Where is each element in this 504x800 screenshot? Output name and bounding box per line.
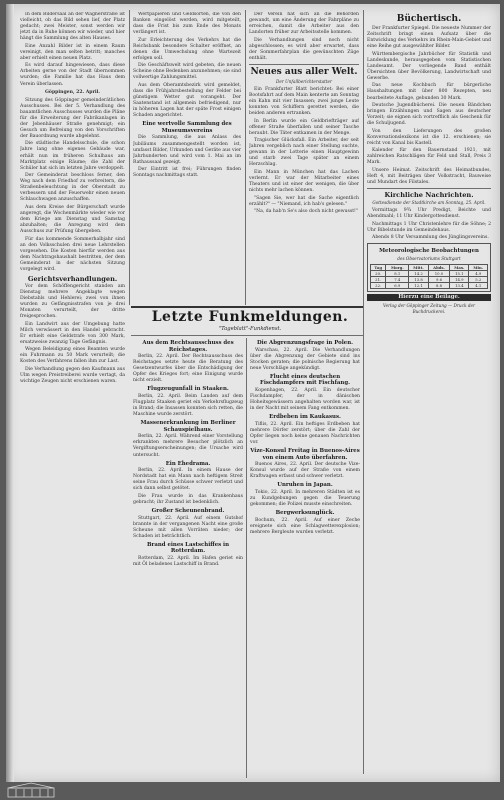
news-item: Berlin, 22. April. Beim Landen auf dem Flugplatz Staaken geriet ein Verkehrsflugzeug in Brand; die Insassen konnten sich retten, die Maschine wurde zerstört. xyxy=(133,394,243,418)
book-review: Unsere Heimat. Zeitschrift des Heimatbundes, Heft 4, mit Beiträgen über Volkstracht, Bauweise und Mundart des Filstales. xyxy=(367,168,491,186)
news-heading: Vize-Konsul Freitag in Buenos-Aires von einem Auto überfahren. xyxy=(250,447,360,461)
book-review: Von den Lieferungen des großen Konversationslexikons ist die 12. erschienen; sie reicht von Kanal bis Kastell. xyxy=(367,128,491,146)
weather-box xyxy=(367,243,491,292)
column-rule xyxy=(245,10,246,305)
news-heading: Ein Ehedrama. xyxy=(165,460,211,467)
church-notice: Abends 8 Uhr Versammlung des Jünglingsvereins. xyxy=(372,235,489,241)
weather-cell: 13.8 xyxy=(409,277,429,283)
weather-subheading: des Observatoriums Stuttgart xyxy=(397,256,461,262)
news-item: "Sagen Sie, wer hat die Sache eigentlich erzählt?" — "Niemand, ich hab's gelesen." xyxy=(249,195,359,207)
column-3 xyxy=(249,12,359,304)
church-notice: Vormittags 9¾ Uhr Predigt, Beichte und Abendmahl; 11 Uhr Kindergottesdienst. xyxy=(367,208,491,220)
column-rule xyxy=(246,338,247,778)
church-subheading: Gottesdienste der Stadtkirche am Sonntag, 25. April. xyxy=(372,200,486,206)
latest-news-right xyxy=(250,338,360,778)
weather-cell: 5.2 xyxy=(469,277,488,283)
section-divider xyxy=(131,335,363,336)
weather-cell: 6.9 xyxy=(386,283,409,289)
weather-cell: 8.8 xyxy=(428,283,449,289)
latest-news-left xyxy=(133,338,243,778)
paragraph: Der Gemeinderat beschloss ferner, den Weg nach dem Friedhof zu verbreitern, die Straßenbeleuchtung in der Oberstadt zu verbessern und der Feuerwehr einen neuen Schlauchwagen anzuschaffen. xyxy=(20,173,125,203)
news-heading: Aus dem Rechtsausschuss des Reichstages. xyxy=(142,340,234,353)
books-heading: Büchertisch. xyxy=(396,14,462,24)
court-report: Vor dem Schöffengericht standen am Dienstag mehrere Angeklagte wegen Diebstahls und Hehlerei; zwei von ihnen wurden zu Gefängnisstrafen von je drei Monaten verurteilt, der dritte freigesprochen. xyxy=(20,283,125,320)
weather-table xyxy=(370,264,488,289)
court-heading: Gerichtsverhandlungen. xyxy=(27,274,118,283)
weather-cell: 4.1 xyxy=(469,283,488,289)
divider xyxy=(249,64,359,65)
book-review: Das neue Kochbuch für bürgerliche Haushaltungen mit über 800 Rezepten, neu bearbeitete Auflage, gebunden 30 Mark. xyxy=(367,83,491,101)
news-item: Berlin, 22. April. In einem Hause der Nordstadt hat ein Mann nach heftigem Streit seine Frau durch Schüsse schwer verletzt und sich dann selbst getötet. xyxy=(133,468,243,492)
weather-heading: Meteorologische Beobachtungen xyxy=(379,248,479,255)
book-review: Deutsche Jugendbücherei. Die neuen Bändchen bringen Erzählungen und Sagen aus deutscher Vorzeit; sie eignen sich vortrefflich als Geschenk für die Schuljugend. xyxy=(367,103,491,127)
paragraph: Wertpapieren und Geldsorten, die von den Banken eingelöst werden, wird mitgeteilt, dass die Frist bis zum Ende des Monats verlängert ist. xyxy=(133,12,241,36)
news-heading: Brand eines Lastschiffes in Rotterdam. xyxy=(146,541,230,555)
news-item: "Na, da hab'n Se's also doch nicht gewusst!" xyxy=(254,209,359,215)
newspaper-page xyxy=(6,4,500,782)
library-logo-icon xyxy=(6,782,56,798)
news-item: Tragischer Glücksfall. Ein Arbeiter, der seit Jahren vergeblich nach einer Stellung suchte, gewann in der Lotterie einen Hauptgewinn und starb zwei Tage später an einem Herzschlag. xyxy=(249,138,359,168)
news-heading: Unruhen in Japan. xyxy=(277,482,333,489)
binding-gutter xyxy=(6,4,14,782)
scan-footer xyxy=(0,782,504,800)
paragraph: Die Geschäftswelt wird gebeten, die neuen Scheine ohne Bedenken anzunehmen; sie sind vollwertige Zahlungsmittel. xyxy=(133,63,241,81)
court-report: Die Verhandlung gegen den Kaufmann aus Ulm wegen Preistreiberei wurde vertagt, da wichtige Zeugen nicht erschienen waren. xyxy=(20,367,125,385)
weather-col-header: Min. xyxy=(469,265,488,271)
news-heading: Flucht eines deutschen Fischdampfers mit Fischfang. xyxy=(260,373,350,387)
news-item: Berlin, 22. April. Während einer Vorstellung erkrankten mehrere Besucher plötzlich an Vergiftungserscheinungen; die Ursache wird untersucht. xyxy=(133,434,243,458)
weather-cell: 14.9 xyxy=(450,277,469,283)
paragraph: Der Eintritt ist frei; Führungen finden Sonntags nachmittags statt. xyxy=(133,167,241,179)
paragraph: Der Verein hat sich an die Behörden gewandt, um eine Änderung der Fahrpläne zu erreichen, damit die Arbeiter aus den Landorten früher zur Arbeitsstelle kommen. xyxy=(249,12,359,36)
paragraph: Es wird darauf hingewiesen, dass diese Arbeiten gerne von der Stadt übernommen wurden; die Familie hat das Haus dem Verein überlassen. xyxy=(20,63,125,87)
paragraph: Die Verhandlungen sind noch nicht abgeschlossen; es wird aber erwartet, dass der Sommerfahrplan die gewünschten Züge enthält. xyxy=(249,37,359,61)
weather-col-header: Morg. xyxy=(386,265,409,271)
latest-news-subheading: "Tageblatt"-Funkdienst. xyxy=(218,326,282,332)
news-item: In Berlin wurde ein Geldbriefträger auf offener Straße überfallen und seiner Tasche beraubt. Die Täter entkamen in der Menge. xyxy=(249,118,359,136)
paragraph: Die städtische Handelsschule, die schon Jahre lang ohne eigenes Gebäude war, erhält nun im früheren Schulhaus am Marktplatz einige Räume; die Zahl der Schüler hat sich im letzten Jahre verdoppelt. xyxy=(20,141,125,171)
news-item: Bochum, 22. April. Auf einer Zeche ereignete sich eine Schlagwetterexplosion; mehrere Bergleute wurden verletzt. xyxy=(250,517,360,535)
news-item: Stuttgart, 22. April. Auf einem Gutshof brannte in der vergangenen Nacht eine große Scheune mit allen Vorräten nieder; der Schaden ist beträchtlich. xyxy=(133,515,243,539)
book-review: Württembergische Jahrbücher für Statistik und Landeskunde, herausgegeben vom Statistischen Landesamt. Der vorliegende Band enthält Übersichten über Bevölkerung, Landwirtschaft und Gewerbe. xyxy=(367,51,491,81)
paragraph: Aus dem Kreise der Bürgerschaft wurde angeregt, die Wochenmärkte wieder wie vor dem Kriege am Dienstag und Samstag abzuhalten; die Anregung wird dem Ausschuss zur Prüfung übergeben. xyxy=(20,204,125,235)
news-item: Ein Mann in München hat das Lachen verlernt. Er war der Mitarbeiter eines Theaters und ist einer der wenigen, die über nichts mehr lachen können. xyxy=(249,170,359,194)
weather-col-header: Tag xyxy=(371,265,386,271)
column-1 xyxy=(20,12,125,776)
news-item: Kopenhagen, 22. April. Ein deutscher Fischdampfer, der in dänischen Hoheitsgewässern angehalten worden war, ist in der Nacht mit seinem Fang entkommen. xyxy=(250,387,360,412)
weather-cell: 15.1 xyxy=(450,271,469,277)
news-item: Die Frau wurde in das Krankenhaus gebracht; ihr Zustand ist bedenklich. xyxy=(133,493,243,505)
paragraph: Zur Erleichterung des Verkehrs hat die Reichsbank besondere Schalter eröffnet, an denen die Umwechslung ohne Wartezeit erfolgen soll. xyxy=(133,37,241,61)
court-report: Ein Landwirt aus der Umgebung hatte Milch verwässert in den Handel gebracht. Er erhielt eine Geldstrafe von 300 Mark, ersatzweise zwanzig Tage Gefängnis. xyxy=(20,321,125,345)
latest-news-heading: Letzte Funkmeldungen. xyxy=(151,309,349,325)
book-review: Kalender für den Bauernstand 1921, mit zahlreichen Ratschlägen für Feld und Stall, Preis 3 Mark. xyxy=(367,148,491,166)
news-item: Tiflis, 22. April. Ein heftiges Erdbeben hat mehrere Dörfer zerstört; über die Zahl der Opfer liegen noch keine genauen Nachrichten vor. xyxy=(250,421,360,445)
weather-cell: 10.0 xyxy=(428,271,449,277)
paragraph: Eine Anzahl Bilder ist in einem Raum vereinigt, den man selten betritt; manches aber erhielt einen neuen Platz. xyxy=(20,43,125,61)
column-4 xyxy=(367,12,491,776)
weather-cell: 22. xyxy=(371,283,386,289)
imprint: Verlag der Göppinger Zeitung — Druck der Buchdruckerei. xyxy=(383,303,475,315)
weather-cell: 12.1 xyxy=(409,283,429,289)
church-notice: Nachmittags 1 Uhr Christenlehre für die Söhne; 2 Uhr Bibelstunde im Gemeindehaus. xyxy=(367,221,491,233)
section-heading: Eine wertvolle Sammlung des Museumsvereins xyxy=(142,121,232,134)
weather-col-header: Mitt. xyxy=(409,265,429,271)
column-2 xyxy=(133,12,241,304)
paragraph: In dem Bildersaal an der Wagnerstraße ist vielleicht, ob das Bild sehen lief, der Platz gedacht; zwei Meister, sonst werden wir jetzt da in Ruhe können wir wieder, und hier hängt die Sammlung des alten Hauses. xyxy=(20,12,125,42)
news-item: Buenos Aires, 22. April. Der deutsche Vize-Konsul wurde auf der Straße von einem Kraftwagen erfasst und schwer verletzt. xyxy=(250,462,360,480)
weather-cell: 20. xyxy=(371,271,386,277)
news-heading: Die Abgrenzungsfrage in Polen. xyxy=(257,340,353,346)
column-rule xyxy=(129,10,130,305)
section-heading: Neues aus aller Welt. xyxy=(250,66,358,77)
court-report: Wegen Beleidigung eines Beamten wurde ein Fuhrmann zu 50 Mark verurteilt; die Kosten des Verfahrens fallen ihm zur Last. xyxy=(20,347,125,365)
news-item: Berlin, 22. April. Der Rechtsausschuss des Reichstages setzte heute die Beratung des Gesetzentwurfes über die Entschädigung der Opfer des Krieges fort; eine Einigung wurde nicht erzielt. xyxy=(133,354,243,384)
news-heading: Großer Scheunenbrand. xyxy=(151,507,225,514)
paragraph: Die Sammlung, die aus Anlass des Jubiläums zusammengestellt worden ist, umfasst Bilder, Urkunden und Geräte aus vier Jahrhunderten und wird vom 1. Mai an im Rathaussaal gezeigt. xyxy=(133,135,241,165)
news-heading: Massenerkrankung im Berliner Schauspielhaus. xyxy=(140,420,236,433)
book-review: Der Frankfurter Spiegel. Die neueste Nummer der Zeitschrift bringt einen Aufsatz über die Entwicklung des Verkehrs im Rhein-Main-Gebiet und eine Reihe gut ausgewählter Bilder. xyxy=(367,26,491,50)
supplement-banner: Hierzu eine Beilage. xyxy=(367,294,491,301)
news-item: Rotterdam, 22. April. Im Hafen geriet ein mit Öl beladenes Lastschiff in Brand. xyxy=(133,555,243,567)
news-item: Ein Frankfurter Blatt berichtet: Bei einer Bootsfahrt auf dem Main kenterte am Sonntag ein Kahn mit vier Insassen; zwei junge Leute konnten von Schiffern gerettet werden, die beiden anderen ertranken. xyxy=(249,86,359,117)
paragraph: Aus dem Oberamtsbezirk wird gemeldet, dass die Frühjahrsbestellung der Felder bei günstigem Wetter gut vorangeht. Der Saatenstand ist allgemein befriedigend, nur in höheren Lagen hat der späte Frost einigen Schaden angerichtet. xyxy=(133,83,241,119)
column-rule xyxy=(363,10,364,774)
news-item: Warschau, 22. April. Die Verhandlungen über die Abgrenzung der Gebiete sind ins Stocken geraten; die polnische Regierung hat neue Vorschläge angekündigt. xyxy=(250,347,360,371)
news-heading: Bergwerksunglück. xyxy=(275,510,335,516)
weather-cell: 21. xyxy=(371,277,386,283)
weather-col-header: Abds. xyxy=(428,265,449,271)
weather-cell: 14.2 xyxy=(409,271,429,277)
paragraph: Sitzung des Göppinger gemeinderätlichen Ausschusses. Bei der 5. Verhandlung des bauamtlichen Ausschusses wurden die Pläne für die Erweiterung der Fabrikanlagen in der Jebenhäuser Straße genehmigt; ein Gesuch um Befreiung von den Vorschriften der Bauordnung wurde abgelehnt. xyxy=(20,97,125,139)
weather-cell: 9.6 xyxy=(428,277,449,283)
news-heading: Erdbeben im Kaukasus. xyxy=(269,414,341,421)
dateline: Göppingen, 22. April. xyxy=(44,89,101,95)
news-item: Tokio, 22. April. In mehreren Städten ist es zu Kundgebungen gegen die Teuerung gekommen; die Polizei musste einschreiten. xyxy=(250,489,360,507)
divider xyxy=(367,188,491,189)
weather-cell: 7.4 xyxy=(386,277,409,283)
section-subheading: Der Unfallberichterstatter xyxy=(276,78,332,84)
paragraph: Für das kommende Sommerhalbjahr sind an den Volksschulen drei neue Lehrstellen vorgesehen. Die Kosten hierfür werden aus dem Nachtragshaushalt bestritten, der dem Gemeinderat in der nächsten Sitzung vorgelegt wird. xyxy=(20,236,125,272)
weather-cell: 13.4 xyxy=(450,283,469,289)
weather-cell: 4.9 xyxy=(469,271,488,277)
weather-cell: 8.1 xyxy=(386,271,409,277)
church-heading: Kirchliche Nachrichten. xyxy=(384,191,474,200)
table-row xyxy=(371,283,488,289)
weather-col-header: Max. xyxy=(450,265,469,271)
section-divider xyxy=(131,306,363,308)
news-heading: Flugzeugunfall in Staaken. xyxy=(147,386,229,393)
